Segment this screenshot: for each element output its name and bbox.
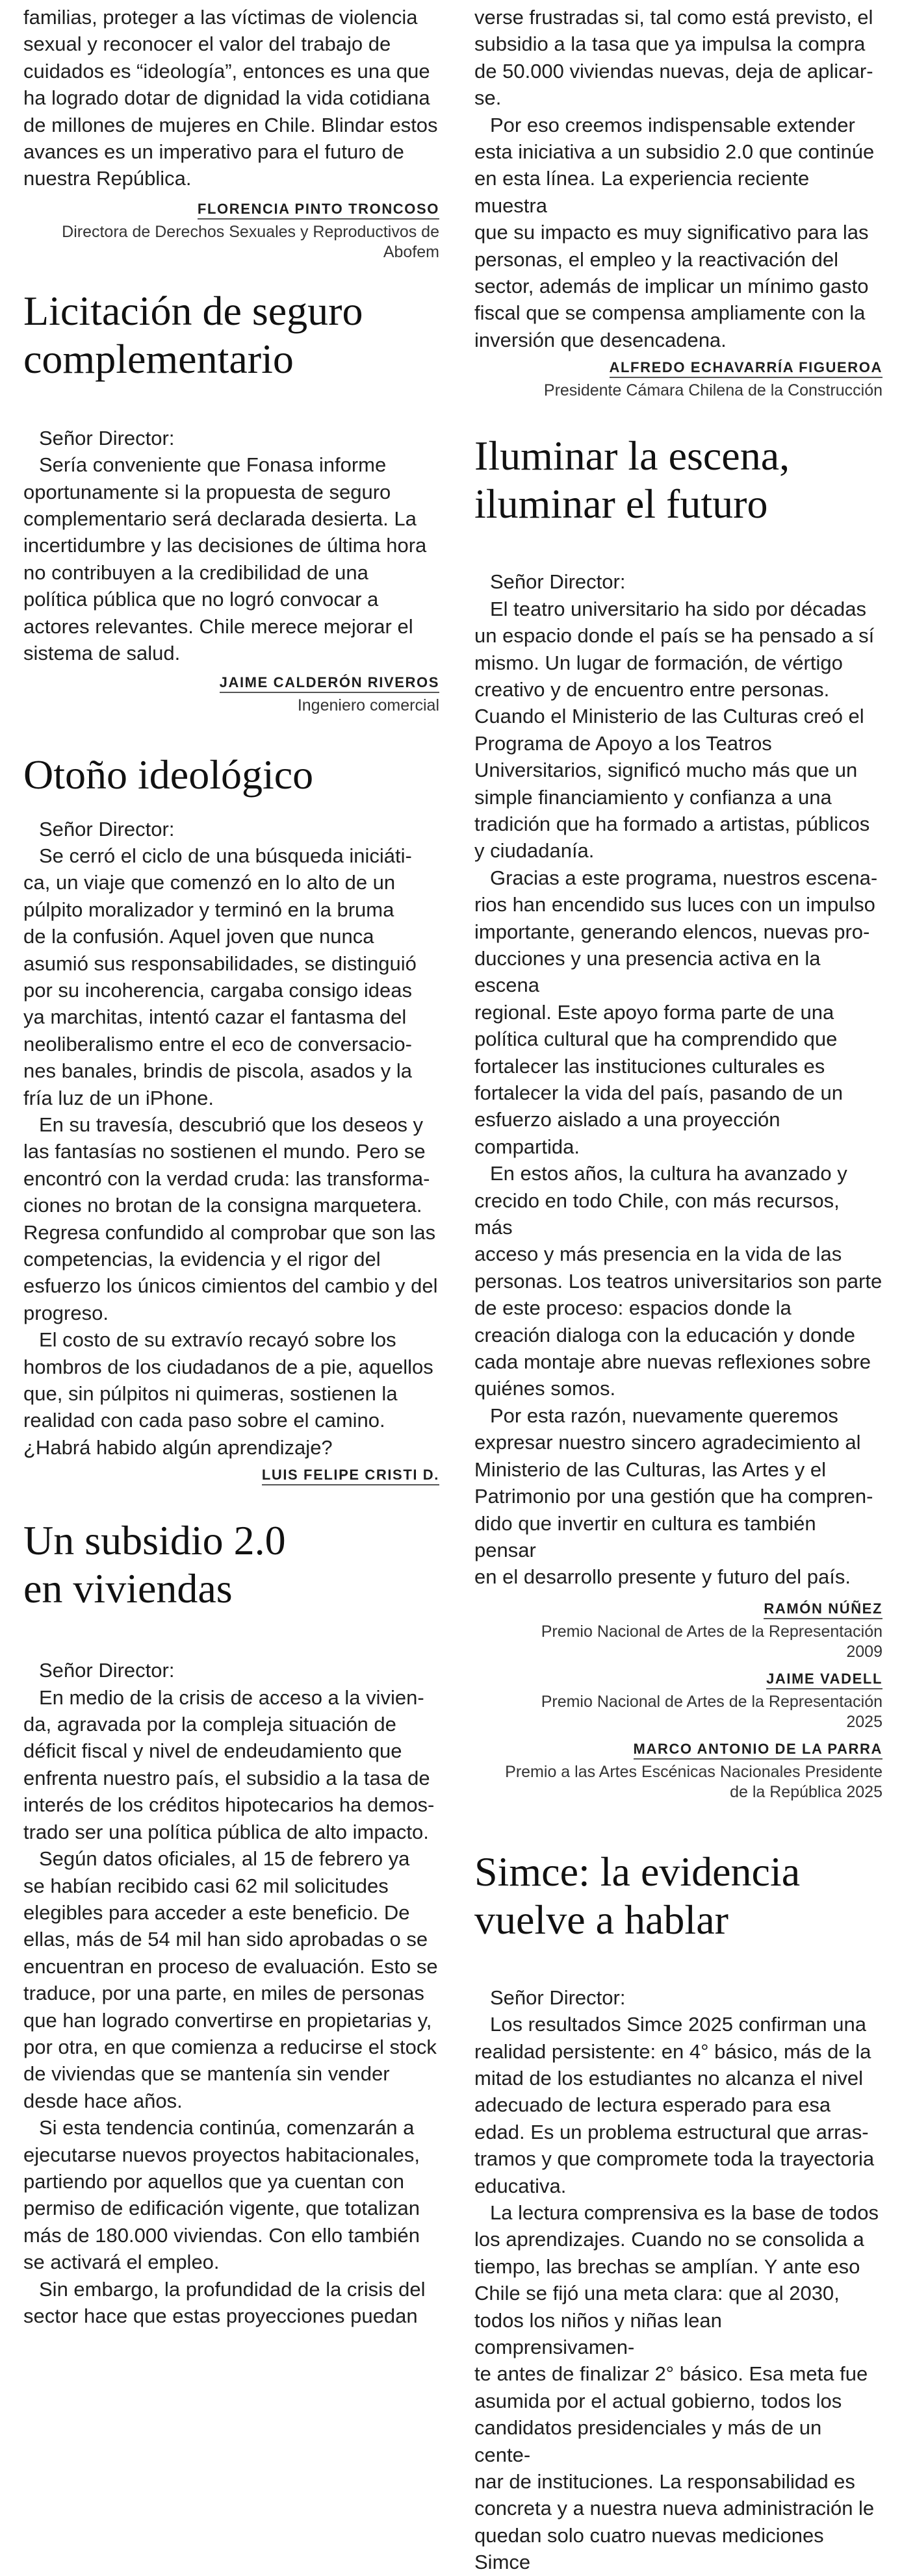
paragraph [474,1160,883,1402]
signature-role: Ingeniero comercial [297,696,439,714]
signature-role [474,1762,883,1802]
letter-signature [23,1465,439,1485]
signature-role [474,1622,883,1662]
text-line: inversión que desencadena. [474,328,727,351]
text-line: El teatro universitario ha sido por décadas [490,597,866,620]
text-line: todos los niños y niñas lean comprensivamen- [474,2308,722,2358]
text-line: Gracias a este programa, nuestros escena- [490,866,878,889]
text-line: Por eso creemos indispensable extender [490,113,855,136]
salutation: Señor Director: [39,426,175,449]
text-line: adecuado de lectura esperado para esa [474,2093,831,2117]
text-line: personas. Los teatros universitarios son parte [474,1269,883,1293]
paragraph [474,596,883,865]
paragraph [23,1326,439,1461]
text-line: te antes de finalizar 2° básico. Esa meta fue [474,2362,868,2386]
signature-list [474,1598,883,1802]
text-line: ciones no brotan de la consigna marquetera. [23,1194,422,1217]
text-line: avances es un imperativo para el futuro de [23,140,404,164]
text-line: edad. Es un problema estructural que arras- [474,2120,869,2143]
text-line: nar de instituciones. La responsabilidad es [474,2470,855,2494]
text-line: Cuando el Ministerio de las Culturas creó el [474,705,864,728]
text-line: Premio a las Artes Escénicas Nacionales Presidente [505,1762,883,1781]
text-line: que su impacto es muy significativo para las [474,221,869,244]
paragraph [23,1845,439,2114]
text-line: esfuerzo los únicos cimientos del cambio y del [23,1274,438,1298]
letter-body-simce [474,2011,883,2576]
text-line: Abofem [383,242,439,261]
text-line: crecido en todo Chile, con más recursos, más [474,1189,840,1239]
text-line: Premio Nacional de Artes de la Representación [541,1692,883,1711]
text-line: Iluminar la escena, [474,433,790,479]
text-line: Regresa confundido al comprobar que son las [23,1220,436,1244]
text-line: rios han encendido sus luces con un impulso [474,893,875,916]
text-line: educativa. [474,2174,567,2197]
text-line: Patrimonio por una gestión que ha compren- [474,1485,873,1508]
text-line: incertidumbre y las decisiones de última hora [23,534,427,557]
text-line: En estos años, la cultura ha avanzado y [490,1162,847,1185]
text-line: Según datos oficiales, al 15 de febrero ya [39,1847,410,1871]
text-line: elegibles para acceder a este beneficio. De [23,1900,410,1924]
text-line: verse frustradas si, tal como está previsto, el [474,6,873,29]
paragraph [474,112,883,354]
text-line: acceso y más presencia en la vida de las [474,1243,842,1266]
paragraph [474,2199,883,2576]
paragraph [23,1111,439,1326]
text-line: sistema de salud. [23,642,181,665]
text-line: que, sin púlpitos ni quimeras, sostienen la [23,1382,398,1406]
text-line: oportunamente si la propuesta de seguro [23,480,391,503]
text-line: los aprendizajes. Cuando no se consolida a [474,2228,864,2251]
text-line: Ministerio de las Culturas, las Artes y el [474,1458,826,1481]
text-line: asumió sus responsabilidades, se distinguió [23,952,417,975]
text-line: Premio Nacional de Artes de la Representación [541,1622,883,1641]
letter-signature [474,357,883,401]
text-line: en el desarrollo presente y futuro del país. [474,1565,851,1589]
text-line: hombros de los ciudadanos de a pie, aquellos [23,1355,433,1378]
text-line: de la República 2025 [730,1782,883,1801]
text-line: trado ser una política pública de alto impacto. [23,1820,429,1843]
text-line: Chile se fijó una meta clara: que al 2030, [474,2282,840,2305]
text-line: La lectura comprensiva es la base de todos [490,2201,879,2224]
text-line: y ciudadanía. [474,839,595,863]
text-line: sexual y reconocer el valor del trabajo de [23,32,391,56]
letter-body-iluminar [474,596,883,1591]
text-line: expresar nuestro sincero agradecimiento al [474,1431,861,1454]
text-line: esfuerzo aislado a una proyección compartida. [474,1108,780,1158]
text-line: cada montaje abre nuevas reflexiones sobre [474,1350,871,1374]
text-line: un espacio donde el país se ha pensado a sí [474,624,875,648]
signature-name: JAIME CALDERÓN RIVEROS [23,672,439,693]
letter-body-subsidio-cont [474,4,883,353]
text-line: asumida por el actual gobierno, todos los [474,2389,842,2412]
signature-name: ALFREDO ECHAVARRÍA FIGUEROA [474,357,883,378]
text-line: Los resultados Simce 2025 confirman una [490,2013,866,2036]
text-line: sector, además de implicar un mínimo gasto [474,275,869,298]
text-line: de 50.000 viviendas nuevas, deja de aplicar- [474,59,873,82]
letter-signature [474,1739,883,1802]
text-line: de millones de mujeres en Chile. Blindar estos [23,113,438,136]
text-line: de este proceso: espacios donde la [474,1296,792,1320]
letter-signature [23,199,439,262]
text-line: fría luz de un iPhone. [23,1086,214,1109]
letter-signature [474,1669,883,1732]
text-line: regional. Este apoyo forma parte de una [474,1000,834,1024]
signature-name: FLORENCIA PINTO TRONCOSO [23,199,439,220]
paragraph [23,842,439,1111]
text-line: las fantasías no sostienen el mundo. Pero se [23,1140,426,1163]
text-line: púlpito moralizador y terminó en la bruma [23,898,394,921]
text-line: encuentran en proceso de evaluación. Esto se [23,1954,438,1978]
text-line: vuelve a hablar [474,1896,728,1943]
salutation: Señor Director: [39,817,175,840]
intro-paragraph [23,4,439,192]
text-line: Licitación de seguro [23,287,363,334]
text-line: quedan solo cuatro nuevas mediciones Simce [474,2523,824,2574]
signature-role: Presidente Cámara Chilena de la Construcción [543,381,883,400]
signature-name: RAMÓN NÚÑEZ [474,1598,883,1619]
text-line: complementario será declarada desierta. La [23,507,417,531]
text-line: creativo y de encuentro entre personas. [474,677,830,701]
letter-signature [23,672,439,716]
text-line: no contribuyen a la credibilidad de una [23,561,368,584]
text-line: actores relevantes. Chile merece mejorar el [23,614,413,638]
text-line: da, agravada por la compleja situación de [23,1713,396,1736]
text-line: mismo. Un lugar de formación, de vértigo [474,651,843,674]
text-line: ya marchitas, intentó cazar el fantasma del [23,1005,407,1029]
text-line: déficit fiscal y nivel de endeudamiento que [23,1739,402,1763]
letter-body-licitacion [23,451,439,666]
text-line: importante, generando elencos, nuevas pro- [474,920,870,943]
text-line: ellas, más de 54 mil han sido aprobadas o se [23,1928,428,1951]
text-line: tradición que ha formado a artistas, públicos [474,812,870,835]
text-line: en viviendas [23,1565,233,1612]
text-line: ca, un viaje que comenzó en lo alto de un [23,871,396,894]
text-line: candidatos presidenciales y más de un cente- [474,2416,822,2466]
letter-body-otono [23,842,439,1461]
text-line: En su travesía, descubrió que los deseos y [39,1113,424,1136]
text-line: ducciones y una presencia activa en la escena [474,946,821,997]
text-line: Programa de Apoyo a los Teatros [474,731,772,755]
text-line: mitad de los estudiantes no alcanza el nivel [474,2066,863,2090]
letter-body-subsidio [23,1684,439,2330]
headline-simce [474,1848,883,1944]
text-line: nuestra República. [23,167,192,190]
text-line: El costo de su extravío recayó sobre los [39,1328,396,1352]
text-line: fortalecer las instituciones culturales es [474,1054,825,1078]
paragraph [23,1684,439,1845]
signature-name: LUIS FELIPE CRISTI D. [23,1465,439,1485]
text-line: quiénes somos. [474,1377,616,1400]
text-line: más de 180.000 viviendas. Con ello también [23,2223,420,2247]
text-line: nes banales, brindis de piscola, asados y la [23,1059,412,1083]
text-line: por otra, en que comienza a reducirse el stock [23,2035,437,2058]
text-line: en esta línea. La experiencia reciente muestra [474,167,810,217]
text-line: enfrenta nuestro país, el subsidio a la tasa de [23,1766,430,1789]
text-line: Por esta razón, nuevamente queremos [490,1404,838,1427]
text-line: complementario [23,335,294,382]
signature-role [23,222,439,262]
text-line: realidad persistente: en 4° básico, más de la [474,2039,871,2063]
text-line: traduce, por una parte, en miles de personas [23,1982,424,2005]
text-line: Si esta tendencia continúa, comenzarán a [39,2116,415,2140]
text-line: Simce: la evidencia [474,1848,801,1895]
text-line: tramos y que compromete toda la trayectoria [474,2147,875,2171]
text-line: ¿Habrá habido algún aprendizaje? [23,1435,333,1459]
text-line: cuidados es “ideología”, entonces es una que [23,59,430,82]
text-line: se activará el empleo. [23,2251,220,2274]
text-line: Sin embargo, la profundidad de la crisis del [39,2277,426,2301]
signature-name: JAIME VADELL [474,1669,883,1689]
text-line: se habían recibido casi 62 mil solicitudes [23,1874,389,1897]
text-line: Se cerró el ciclo de una búsqueda iniciáti- [39,844,412,867]
signature-name: MARCO ANTONIO DE LA PARRA [474,1739,883,1760]
text-line: política cultural que ha comprendido que [474,1028,838,1051]
text-line: partiendo por aquellos que ya cuentan con [23,2169,404,2193]
text-line: familias, proteger a las víctimas de violencia [23,6,418,29]
text-line: fortalecer la vida del país, pasando de un [474,1081,843,1104]
left-column [23,4,439,2329]
text-line: 2025 [846,1712,883,1731]
paragraph [23,451,439,666]
text-line: Universitarios, significó mucho más que un [474,759,858,782]
text-line: realidad con cada paso sobre el camino. [23,1409,385,1432]
text-line: creación dialoga con la educación y donde [474,1323,855,1346]
paragraph [23,2276,439,2330]
text-line: subsidio a la tasa que ya impulsa la compra [474,32,866,56]
text-line: ejecutarse nuevos proyectos habitacionales, [23,2143,420,2166]
text-line: política pública que no logró convocar a [23,588,379,611]
text-line: Directora de Derechos Sexuales y Reproductivos de [62,222,439,241]
letter-signature [474,1598,883,1662]
text-line: 2009 [846,1642,883,1661]
text-line: simple financiamiento y confianza a una [474,785,832,809]
text-line: concreta y a nuestra nueva administración le [474,2497,875,2520]
text-line: En medio de la crisis de acceso a la vivien- [39,1686,424,1709]
right-column [474,4,883,2576]
signature-role [474,1692,883,1732]
text-line: interés de los créditos hipotecarios ha demos- [23,1793,435,1817]
text-line: iluminar el futuro [474,481,768,527]
text-line: fiscal que se compensa ampliamente con la [474,301,866,325]
text-line: ha logrado dotar de dignidad la vida cotidiana [23,86,430,110]
text-line: que han logrado convertirse en propietarias y, [23,2008,432,2032]
paragraph [474,1402,883,1591]
text-line: neoliberalismo entre el eco de conversacio- [23,1032,412,1055]
text-line: desde hace años. [23,2089,183,2112]
headline-iluminar [474,432,883,528]
text-line: tiempo, las brechas se amplían. Y ante eso [474,2254,860,2278]
text-line: progreso. [23,1301,109,1324]
text-line: permiso de edificación vigente, que totalizan [23,2197,420,2220]
salutation: Señor Director: [490,1986,626,2009]
paragraph [474,4,883,112]
text-line: por su incoherencia, cargaba consigo ideas [23,978,412,1002]
salutation: Señor Director: [490,570,626,594]
text-line: personas, el empleo y la reactivación del [474,247,839,271]
paragraph [474,865,883,1160]
text-line: sector hace que estas proyecciones puedan [23,2305,418,2327]
text-line: Un subsidio 2.0 [23,1517,286,1564]
headline-otono: Otoño ideológico [23,751,314,798]
paragraph [474,2011,883,2199]
text-line: encontró con la verdad cruda: las transforma- [23,1167,430,1190]
text-line: de la confusión. Aquel joven que nunca [23,925,374,948]
paragraph [23,2114,439,2275]
text-line: esta iniciativa a un subsidio 2.0 que continúe [474,140,875,164]
salutation: Señor Director: [39,1659,175,1682]
text-line: de viviendas que se mantenía sin vender [23,2062,390,2086]
text-line: Sería conveniente que Fonasa informe [39,453,387,477]
text-line: dido que invertir en cultura es también pensar [474,1511,816,1561]
headline-licitacion [23,287,439,383]
text-line: se. [474,86,502,110]
headline-subsidio [23,1517,439,1613]
text-line: competencias, la evidencia y el rigor del [23,1248,381,1270]
